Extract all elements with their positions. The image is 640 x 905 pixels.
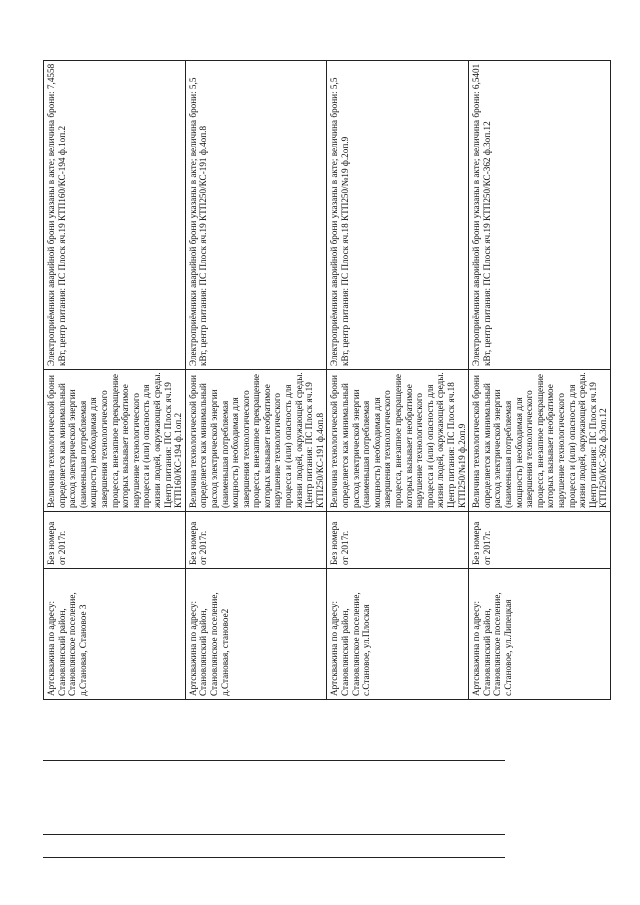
table-row [43, 60, 185, 700]
emergency-reserve-cell: Электроприёмники аварийной брони указаны в акте; величина брони: 7,4558 кВт, центр питания: ПС Плоск яч.19 КТП160/КС-194 ф.1оп.2 [44, 60, 185, 370]
address-cell: Артскважина по адресу: Становлянский район, Становлянское поселение, д.Становая, Становое 3 [44, 569, 185, 700]
horizontal-divider [43, 857, 505, 858]
address-cell: Артскважина по адресу: Становлянский район, Становлянское поселение, д.Становая, становое2 [186, 569, 327, 700]
document-number-cell: Без номера от 2017г. [327, 512, 468, 569]
table-row [185, 60, 327, 700]
horizontal-divider [43, 834, 505, 835]
technological-reserve-cell: Величина технологической брони определяется как минимальный расход электрической энергии (наименьшая потребляемая мощность) необходимая для завершения технологического процесса, внезапное прекращение которых вызывает необратимое нарушение технологического процесса и (или) опасность для жизни людей, окружающей среды. Центр питания: ПС Плоск яч.18 КТП250/№19 ф.2оп.9 [327, 370, 468, 512]
table-row [468, 60, 611, 700]
emergency-reserve-cell: Электроприёмники аварийной брони указаны в акте; величина брони: 5,5 кВт, центр питания: ПС Плоск яч.19 КТП250/КС-191 ф.4оп.8 [186, 60, 327, 370]
emergency-reserve-cell: Электроприёмники аварийной брони указаны в акте; величина брони: 6,5401 кВт, центр питания: ПС Плоск яч.19 КТП250/КС-362 ф.3оп.12 [469, 60, 610, 370]
address-cell: Артскважина по адресу: Становлянский район, Становлянское поселение, с.Становое, ул.Плоская [327, 569, 468, 700]
document-number-cell: Без номера от 2017г. [469, 512, 610, 569]
reservation-table [43, 60, 609, 700]
emergency-reserve-cell: Электроприёмники аварийной брони указаны в акте; величина брони: 5,5 кВт, центр питания: ПС Плоск яч.18 КТП250/№19 ф.2оп.9 [327, 60, 468, 370]
document-number-cell: Без номера от 2017г. [44, 512, 185, 569]
technological-reserve-cell: Величина технологической брони определяется как минимальный расход электрической энергии (наименьшая потребляемая мощность) необходимая для завершения технологического процесса, внезапное прекращение которых вызывает необратимое нарушение технологического процесса и (или) опасность для жизни людей, окружающей среды. Центр питания: ПС Плоск яч.19 КТП250/КС-191 ф.4оп.8 [186, 370, 327, 512]
address-cell: Артскважина по адресу: Становлянский район, Становлянское поселение, с.Становое, ул.Липецкая [469, 569, 610, 700]
rotated-table-container [43, 60, 609, 700]
table-row [326, 60, 468, 700]
document-number-cell: Без номера от 2017г. [186, 512, 327, 569]
technological-reserve-cell: Величина технологической брони определяется как минимальный расход электрической энергии (наименьшая потребляемая мощность) необходимая для завершения технологического процесса, внезапное прекращение которых вызывает необратимое нарушение технологического процесса и (или) опасность для жизни людей, окружающей среды. Центр питания: ПС Плоск яч.19 КТП250/КС-362 ф.3оп.12 [469, 370, 610, 512]
technological-reserve-cell: Величина технологической брони определяется как минимальный расход электрической энергии (наименьшая потребляемая мощность) необходимая для завершения технологического процесса, внезапное прекращение которых вызывает необратимое нарушение технологического процесса и (или) опасность для жизни людей, окружающей среды. Центр питания: ПС Плоск яч.19 КТП160/КС-194 ф.1оп.2 [44, 370, 185, 512]
horizontal-divider [43, 760, 505, 761]
